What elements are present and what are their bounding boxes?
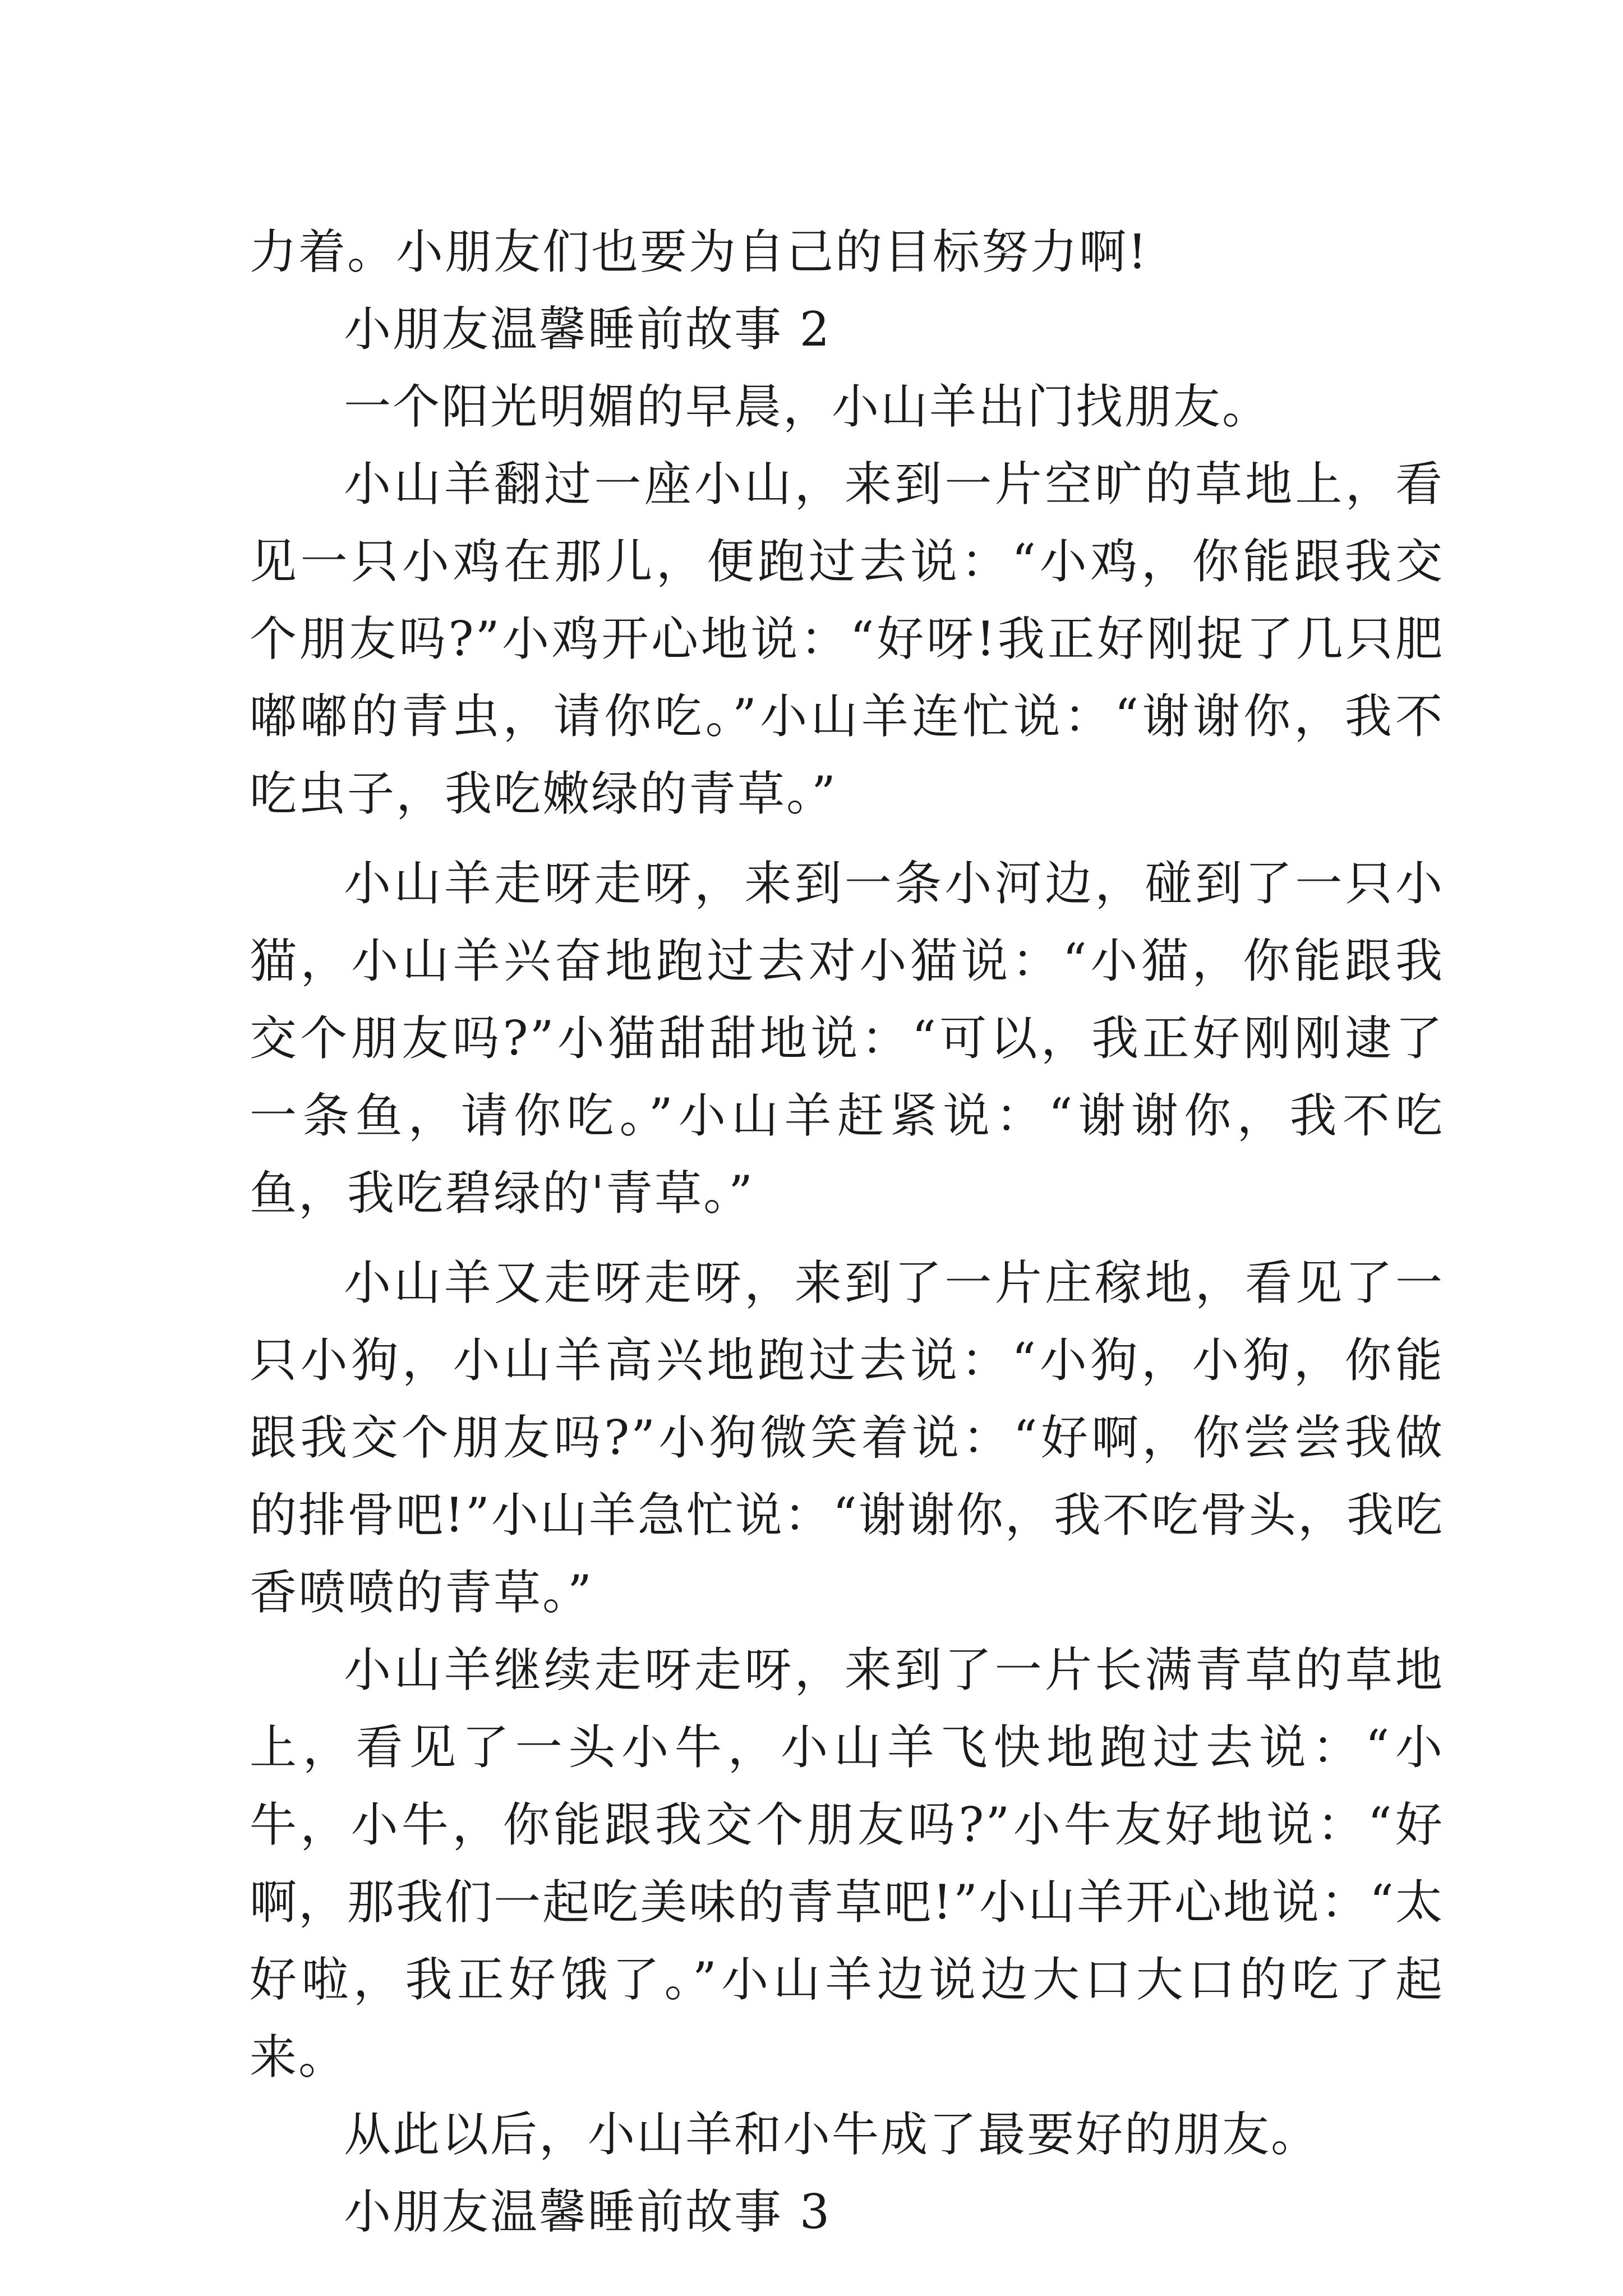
story-heading-2: 小朋友温馨睡前故事 2 [344,302,832,357]
paragraph-dog: 小山羊又走呀走呀，来到了一片庄稼地，看见了一只小狗，小山羊高兴地跑过去说：“小狗，小狗，你能跟我交个朋友吗?”小狗微笑着说：“好啊，你尝尝我做的排骨吧!”小山羊急忙说：“谢谢你，我不吃骨头，我吃香喷喷的青草。” [250,1255,1444,1620]
paragraph-chick: 小山羊翻过一座小山，来到一片空旷的草地上，看见一只小鸡在那儿，便跑过去说：“小鸡，你能跟我交个朋友吗?”小鸡开心地说：“好呀!我正好刚捉了几只肥嘟嘟的青虫，请你吃。”小山羊连忙说：“谢谢你，我不吃虫子，我吃嫩绿的青草。” [250,457,1444,821]
paragraph-calf: 小山羊继续走呀走呀，来到了一片长满青草的草地上，看见了一头小牛，小山羊飞快地跑过去说：“小牛，小牛，你能跟我交个朋友吗?”小牛友好地说：“好啊，那我们一起吃美味的青草吧!”小山羊开心地说：“太好啦，我正好饿了。”小山羊边说边大口大口的吃了起来。 [250,1642,1444,2085]
document-body [250,213,1444,2251]
paragraph-ending: 从此以后，小山羊和小牛成了最要好的朋友。 [344,2107,1320,2162]
story-heading-3: 小朋友温馨睡前故事 3 [344,2184,832,2239]
paragraph-intro: 一个阳光明媚的早晨，小山羊出门找朋友。 [344,379,1271,434]
paragraph-cat: 小山羊走呀走呀，来到一条小河边，碰到了一只小猫，小山羊兴奋地跑过去对小猫说：“小猫，你能跟我交个朋友吗?”小猫甜甜地说：“可以，我正好刚刚逮了一条鱼，请你吃。”小山羊赶紧说：“谢谢你，我不吃鱼，我吃碧绿的'青草。” [250,856,1444,1221]
paragraph-continuation: 力着。小朋友们也要为自己的目标努力啊! [250,224,1149,279]
